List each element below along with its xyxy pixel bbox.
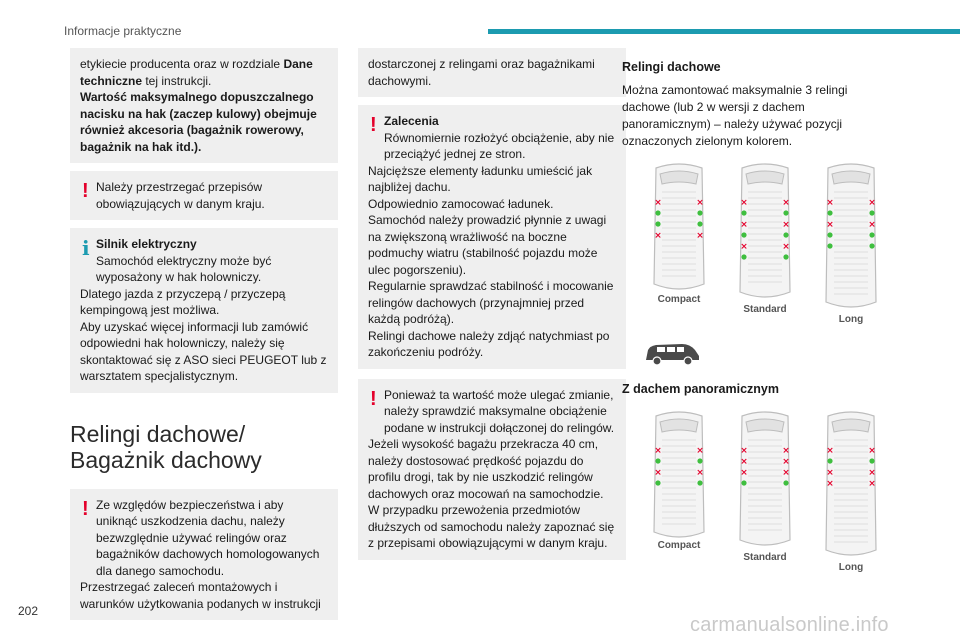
warning-text: Należy przestrzegać przepisów obowiązujących w danym kraju. — [96, 180, 265, 211]
box-towing-info — [70, 48, 338, 163]
van-top-view — [730, 162, 800, 300]
svg-text:×: × — [782, 220, 790, 230]
warning-icon: ! — [82, 180, 89, 202]
column-1 — [70, 48, 338, 628]
page-header-title: Informacje praktyczne — [64, 24, 182, 38]
column-2 — [358, 48, 626, 568]
svg-text:×: × — [654, 446, 662, 456]
warning-text: Ze względów bezpieczeństwa i aby uniknąć uszkodzenia dachu, należy bezwzględnie używać relingów oraz bagażników dachowych homologowanych dla danego samochodu. — [96, 497, 320, 578]
panoramic-roof-heading: Z dachem panoramicznym — [622, 382, 779, 396]
svg-text:×: × — [740, 446, 748, 456]
info-line: Aby uzyskać więcej informacji lub zamówić odpowiedni hak holowniczy, należy się skontaktować się z ASO sieci PEUGEOT lub z warsztatem specjalistycznym. — [80, 319, 327, 383]
svg-text:×: × — [654, 198, 662, 208]
rec-line: Samochód należy prowadzić płynnie z uwagi na zwiększoną wrażliwość na boczne podmuchy wiatru (stabilność pojazdu może ulec pogorszeniu). — [368, 213, 607, 277]
svg-text:×: × — [868, 479, 876, 489]
warning-icon: ! — [82, 497, 89, 520]
column-3 — [622, 48, 922, 573]
rec-line: Równomiernie rozłożyć obciążenie, aby nie przeciążyć jednej ze stron. — [384, 130, 615, 161]
svg-text:×: × — [782, 446, 790, 456]
rec-line: Najcięższe elementy ładunku umieścić jak najbliżej dachu. — [368, 163, 593, 194]
section-title: Relingi dachowe/ Bagażnik dachowy — [70, 420, 262, 473]
warning-box-safety — [70, 489, 338, 621]
header-accent-bar — [488, 29, 960, 34]
warning-box-regulations — [70, 171, 338, 220]
svg-text:×: × — [782, 242, 790, 252]
rec-line: Relingi dachowe należy zdjąć natychmiast po zakończeniu podróży. — [368, 328, 610, 359]
warn-line: Ponieważ ta wartość może ulegać zmianie, należy sprawdzić maksymalne obciążenie podane w instrukcji dołączonej do relingów. — [384, 387, 615, 435]
roof-bars-intro: Można zamontować maksymalnie 3 relingi dachowe (lub 2 w wersji z dachem panoramicznym) – należy używać pozycji oznaczonych zielonym kolorem. — [622, 83, 848, 148]
warning-text: Przestrzegać zaleceń montażowych i warunków użytkowania podanych w instrukcji — [80, 580, 321, 611]
van-top-view — [730, 410, 800, 548]
van-model-label: Standard — [743, 552, 787, 563]
svg-text:×: × — [696, 446, 704, 456]
towing-paragraph-2: Wartość maksymalnego dopuszczalnego nacisku na hak (zaczep kulowy) obejmuje również akcesoria (bagażnik rowerowy, bagażnik na hak itd.). — [80, 90, 317, 154]
continuation-text: dostarczonej z relingami oraz bagażnikami dachowymi. — [368, 57, 595, 88]
warn-line: Jeżeli wysokość bagażu przekracza 40 cm, należy dostosować prędkość pojazdu do profilu drogi, tak by nie uszkodzić relingów dachowych oraz mocowań na samochodzie. — [368, 437, 604, 501]
svg-text:×: × — [868, 468, 876, 478]
svg-text:×: × — [654, 231, 662, 241]
info-title: Silnik elektryczny — [96, 237, 197, 251]
van-model-label: Compact — [657, 294, 701, 305]
svg-text:×: × — [696, 231, 704, 241]
svg-text:×: × — [740, 468, 748, 478]
warning-box-recommendations — [358, 105, 626, 369]
warning-box-max-load — [358, 379, 626, 560]
van-side-icon — [642, 338, 702, 368]
van-model-label: Long — [838, 314, 864, 325]
van-model-label: Compact — [657, 540, 701, 551]
warn-line: W przypadku przewożenia przedmiotów dłuższych od samochodu należy zapoznać się z przepisami obowiązującymi w danym kraju. — [368, 503, 615, 550]
svg-text:×: × — [740, 220, 748, 230]
roof-bars-heading: Relingi dachowe — [622, 60, 721, 74]
warning-icon: ! — [370, 387, 377, 410]
van-model-label: Standard — [743, 304, 787, 315]
svg-text:×: × — [696, 468, 704, 478]
recommendations-title: Zalecenia — [384, 114, 439, 128]
svg-text:×: × — [740, 457, 748, 467]
svg-text:×: × — [826, 220, 834, 230]
info-icon: i — [82, 236, 90, 260]
info-line: Samochód elektryczny może być wyposażony w hak holowniczy. — [96, 253, 272, 284]
rec-line: Odpowiednio zamocować ładunek. — [368, 196, 554, 211]
svg-text:×: × — [868, 446, 876, 456]
svg-text:×: × — [782, 468, 790, 478]
van-model-label: Long — [838, 562, 864, 573]
svg-text:×: × — [868, 198, 876, 208]
svg-text:×: × — [696, 198, 704, 208]
svg-text:×: × — [740, 198, 748, 208]
svg-text:×: × — [740, 242, 748, 252]
van-top-view — [816, 410, 886, 558]
rec-line: Regularnie sprawdzać stabilność i mocowanie relingów dachowych (przynajmniej przed każdą podróżą). — [368, 279, 614, 326]
van-top-view — [816, 162, 886, 310]
info-line: Dlatego jazda z przyczepą / przyczepą kempingową jest możliwa. — [80, 286, 286, 317]
svg-text:×: × — [868, 220, 876, 230]
svg-text:×: × — [826, 468, 834, 478]
diagram-set-standard-roof — [622, 162, 922, 325]
watermark: carmanualsonline.info — [690, 614, 889, 636]
svg-text:×: × — [654, 468, 662, 478]
svg-text:×: × — [826, 446, 834, 456]
svg-text:×: × — [826, 479, 834, 489]
van-top-view — [644, 162, 714, 292]
towing-paragraph-1: etykiecie producenta oraz w rozdziale Dane techniczne tej instrukcji. — [80, 57, 313, 88]
box-continuation — [358, 48, 626, 97]
svg-text:×: × — [826, 198, 834, 208]
svg-text:×: × — [782, 457, 790, 467]
info-box-electric — [70, 228, 338, 393]
warning-icon: ! — [370, 114, 377, 136]
van-top-view — [644, 410, 714, 540]
diagram-set-panoramic-roof — [622, 410, 922, 573]
svg-text:×: × — [782, 198, 790, 208]
page-number: 202 — [18, 604, 39, 618]
